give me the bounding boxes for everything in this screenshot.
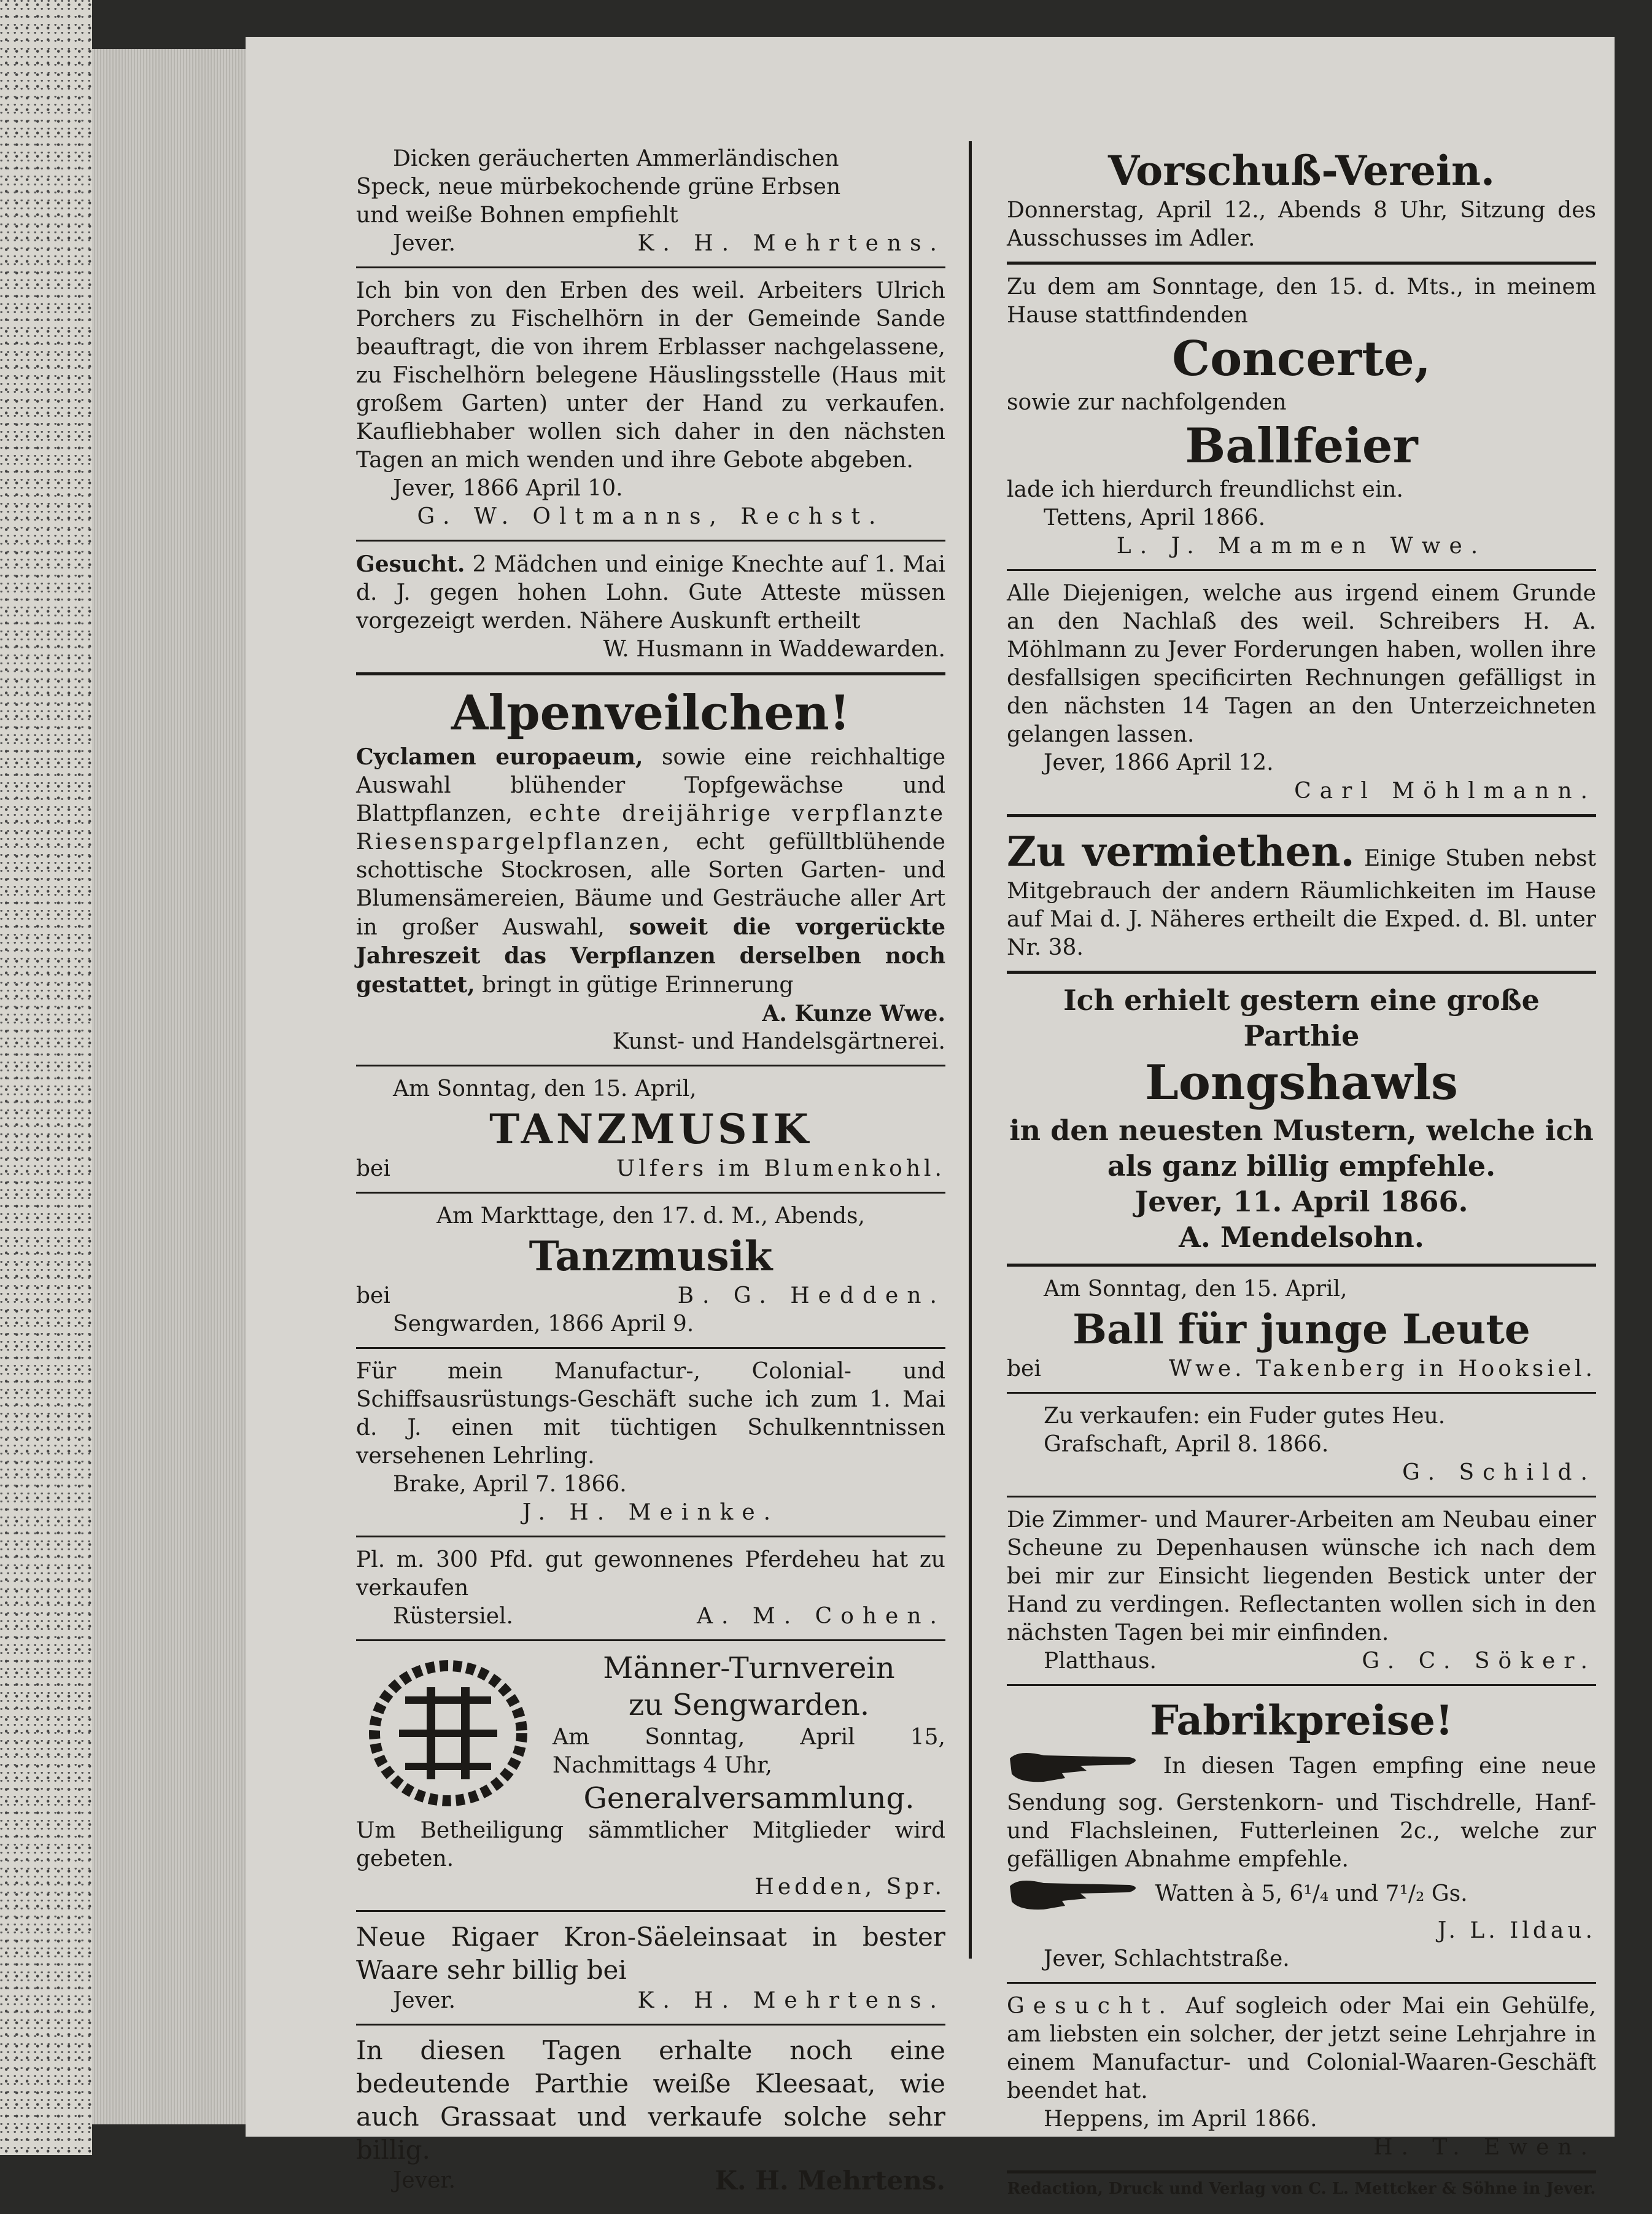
- ad-date: Brake, April 7. 1866.: [393, 1472, 627, 1497]
- ad-title: Concerte,: [1172, 331, 1431, 387]
- ad-nachlass: [1007, 576, 1596, 809]
- divider: [356, 1347, 945, 1349]
- ad-text: Zu dem am Sonntage, den 15. d. Mts., in meinem Hause stattfindenden: [1007, 274, 1596, 328]
- ad-kleesaat: [356, 2030, 945, 2199]
- ad-text: Neue Rigaer Kron-Säeleinsaat in bester Waare sehr billig bei: [356, 1922, 945, 1985]
- divider: [1007, 814, 1596, 817]
- ad-date: Tettens, April 1866.: [1044, 505, 1266, 530]
- ad-title: Fabrikpreise!: [1150, 1696, 1453, 1744]
- ad-text: Watten à 5, 6¹/₄ und 7¹/₂ Gs.: [1155, 1881, 1468, 1906]
- column-divider: [969, 141, 972, 1959]
- ad-heu: [1007, 1399, 1596, 1491]
- ad-pferdeheu: [356, 1542, 945, 1634]
- ad-text: 2 Mädchen und einige Knechte auf 1. Mai d. J. gegen hohen Lohn. Gute Atteste müssen vorgezeigt werden. Nähere Auskunft ertheilt: [356, 552, 945, 634]
- ad-line: Am Sonntag, den 15. April,: [1044, 1276, 1348, 1302]
- ad-place: Jever.: [393, 231, 456, 256]
- ad-text: Donnerstag, April 12., Abends 8 Uhr, Sitzung des Ausschusses im Adler.: [1007, 198, 1596, 251]
- ad-text: In diesen Tagen erhalte noch eine bedeutende Parthie weiße Kleesaat, wie auch Grassaat und verkaufe solche sehr billig.: [356, 2035, 945, 2165]
- ad-text: bei: [356, 1283, 390, 1308]
- divider: [1007, 1982, 1596, 1984]
- ad-gehuelfe: [1007, 1989, 1596, 2165]
- ad-heading: Gesucht.: [356, 551, 465, 577]
- ad-signature: J. L. Ildau.: [1437, 1918, 1596, 1943]
- ad-text: sowie zur nachfolgenden: [1007, 390, 1287, 415]
- ad-longshawls: [1007, 979, 1596, 1259]
- ad-text: Alle Diejenigen, welche aus irgend einem Grunde an den Nachlaß des weil. Schreibers H. A. Möhlmann zu Jever Forderungen haben, wollen ihre desfallsigen specificirten Rechnungen gefälligst in den nächsten 14 Tagen an den Unterzeichneten gelangen lassen.: [1007, 581, 1596, 747]
- ad-signature: K. H. Mehrtens.: [637, 231, 945, 256]
- ad-saeleinsaat: [356, 1917, 945, 2019]
- ad-line: Dicken geräucherten Ammerländischen: [393, 146, 839, 171]
- ad-text: Auf sogleich oder Mai ein Gehülfe, am liebsten ein solcher, der jetzt seine Lehrjahre in einem Manufactur- und Colonial-Waaren-Geschäft beendet hat.: [1007, 1994, 1596, 2103]
- ad-text: Ich erhielt gestern eine große Parthie: [1063, 984, 1540, 1052]
- page-edges: [92, 49, 246, 2124]
- ad-place: Rüstersiel.: [393, 1604, 513, 1629]
- ad-line: Speck, neue mürbekochende grüne Erbsen: [356, 174, 841, 200]
- ad-signature: J. H. Meinke.: [522, 1500, 780, 1525]
- pointing-hand-icon: [1007, 1746, 1148, 1789]
- divider: [356, 1536, 945, 1537]
- ad-title: Männer-Turnverein: [603, 1651, 895, 1685]
- ad-title: Vorschuß-Verein.: [1108, 147, 1495, 195]
- ad-date: Grafschaft, April 8. 1866.: [1044, 1432, 1329, 1457]
- ad-title: Longshawls: [1145, 1055, 1458, 1111]
- ad-text: In diesen Tagen empfing eine neue Sendung sog. Gerstenkorn- und Tischdrelle, Hanf- und Flachsleinen, Futterleinen 2c., welche zur gefälligen Abnahme empfehle.: [1007, 1754, 1596, 1872]
- divider: [1007, 262, 1596, 265]
- ad-text: Am Sonntag, April 15, Nachmittags 4 Uhr,: [553, 1725, 945, 1778]
- ad-signature: A. Kunze Wwe.: [762, 1001, 945, 1027]
- right-column: [1007, 141, 1596, 2214]
- ad-signature: Ulfers im Blumenkohl.: [616, 1156, 945, 1181]
- ad-signature: A. M. Cohen.: [697, 1604, 945, 1629]
- ad-signature: L. J. Mammen Wwe.: [1116, 534, 1487, 559]
- ad-text: bei: [356, 1156, 390, 1181]
- ad-tanzmusik-ulfers: [356, 1071, 945, 1187]
- divider: [1007, 1496, 1596, 1497]
- divider: [356, 1639, 945, 1641]
- ad-title: Generalversammlung.: [583, 1781, 915, 1816]
- divider: [1007, 2170, 1596, 2173]
- turnverein-wreath-icon: [356, 1653, 540, 1813]
- divider: [1007, 1684, 1596, 1686]
- ad-title: TANZMUSIK: [489, 1105, 812, 1153]
- ad-line: Am Markttage, den 17. d. M., Abends,: [436, 1203, 865, 1229]
- ad-date: Jever, 1866 April 10.: [393, 476, 623, 501]
- divider: [356, 1065, 945, 1066]
- ad-subtitle: Kunst- und Handelsgärtnerei.: [612, 1029, 945, 1054]
- ad-concerte: [1007, 270, 1596, 564]
- ad-signature: K. H. Mehrtens.: [715, 2165, 945, 2196]
- divider: [1007, 1392, 1596, 1394]
- divider: [1007, 971, 1596, 974]
- ad-line: und weiße Bohnen empfiehlt: [356, 203, 678, 228]
- ad-text: als ganz billig empfehle.: [1107, 1149, 1496, 1183]
- divider: [356, 2024, 945, 2026]
- ad-alpenveilchen: [356, 680, 945, 1060]
- ad-date: Sengwarden, 1866 April 9.: [393, 1311, 694, 1337]
- divider: [1007, 569, 1596, 571]
- divider: [356, 540, 945, 542]
- ad-text: Für mein Manufactur-, Colonial- und Schiffsausrüstungs-Geschäft suche ich zum 1. Mai d. J. einen mit tüchtigen Schulkenntnissen versehenen Lehrling.: [356, 1359, 945, 1469]
- divider: [356, 1192, 945, 1194]
- ad-lehrling: [356, 1354, 945, 1531]
- ad-text: echte dreijährige verpflanzte Riesenspargelpflanzen,: [356, 801, 945, 855]
- ad-title: zu Sengwarden.: [628, 1688, 870, 1722]
- ad-title: Alpenveilchen!: [451, 685, 850, 741]
- ad-text: Ich bin von den Erben des weil. Arbeiters Ulrich Porchers zu Fischelhörn in der Gemeinde Sande beauftragt, die von ihrem Erblasser nachgelassene, zu Fischelhörn belegene Häuslingsstelle (Haus mit großem Garten) unter der Hand zu verkaufen. Kaufliebhaber wollen sich daher in den nächsten Tagen an mich wenden und ihre Gebote abgeben.: [356, 278, 945, 473]
- ad-text: Die Zimmer- und Maurer-Arbeiten am Neubau einer Scheune zu Depenhausen wünsche ich nach dem bei mir zur Einsicht liegenden Bestick unter der Hand zu verdingen. Reflectanten wollen sich in den nächsten Tagen bei mir einfinden.: [1007, 1507, 1596, 1645]
- ad-text: in den neuesten Mustern, welche ich: [1009, 1114, 1594, 1147]
- ad-vermiethen: [1007, 822, 1596, 966]
- ad-place: Platthaus.: [1044, 1649, 1157, 1674]
- ad-fabrikpreise: [1007, 1691, 1596, 1977]
- ad-speck: [356, 141, 945, 262]
- ad-date: Jever, 1866 April 12.: [1044, 750, 1274, 775]
- ad-signature: Wwe. Takenberg in Hooksiel.: [1169, 1356, 1596, 1381]
- ad-text: soweit die vorgerückte Jahreszeit das Verpflanzen derselben noch gestattet,: [356, 914, 946, 998]
- ad-text: Einige Stuben nebst Mitgebrauch der andern Räumlichkeiten im Hause auf Mai d. J. Näheres ertheilt die Exped. d. Bl. unter Nr. 38.: [1007, 846, 1596, 960]
- ad-line: Am Sonntag, den 15. April,: [393, 1076, 697, 1101]
- ad-title: Ball für junge Leute: [1072, 1305, 1530, 1353]
- book-binding: [0, 0, 92, 2155]
- ad-text: sowie eine reichhaltige Auswahl blühender Topfgewächse und Blattpflanzen,: [356, 745, 945, 826]
- ad-text: echt gefülltblühende schottische Stockrosen, alle Sorten Garten- und Blumensämereien, Bäume und Gesträuche aller Art in großer Auswahl,: [356, 829, 945, 940]
- ad-signature: G. Schild.: [1402, 1460, 1596, 1485]
- ad-erben: [356, 273, 945, 535]
- ad-gesucht: [356, 546, 945, 667]
- ad-signature: W. Husmann in Waddewarden.: [603, 637, 945, 662]
- ad-signature: Hedden, Spr.: [754, 1874, 945, 1900]
- ad-title: Ballfeier: [1185, 418, 1418, 474]
- ad-text: Zu verkaufen: ein Fuder gutes Heu.: [1044, 1404, 1446, 1429]
- ad-place: Jever.: [393, 2168, 456, 2193]
- ad-signature: Carl Möhlmann.: [1294, 779, 1596, 804]
- ad-text: lade ich hierdurch freundlichst ein.: [1007, 477, 1403, 502]
- ad-title: Zu vermiethen.: [1007, 828, 1355, 876]
- divider: [356, 672, 945, 675]
- ad-place: Jever.: [393, 1988, 456, 2013]
- ad-text: Um Betheiligung sämmtlicher Mitglieder wird gebeten.: [356, 1818, 945, 1871]
- ad-title: Tanzmusik: [529, 1232, 773, 1280]
- pointing-hand-icon: [1007, 1874, 1148, 1917]
- ad-text: Pl. m. 300 Pfd. gut gewonnenes Pferdeheu hat zu verkaufen: [356, 1547, 945, 1601]
- ad-text: bringt in gütige Erinnerung: [482, 973, 794, 998]
- ad-signature: G. C. Söker.: [1362, 1649, 1596, 1674]
- ad-heading: Gesucht.: [1007, 1994, 1174, 2019]
- left-column: [356, 141, 945, 2199]
- ad-date: Jever, 11. April 1866.: [1134, 1185, 1468, 1218]
- ad-tanzmusik-hedden: [356, 1198, 945, 1342]
- ad-signature: G. W. Oltmanns, Rechst.: [417, 504, 885, 529]
- ad-signature: A. Mendelsohn.: [1179, 1221, 1424, 1254]
- ad-vorschuss-verein: [1007, 141, 1596, 257]
- ad-signature: K. H. Mehrtens.: [637, 1988, 945, 2013]
- ad-signature: B. G. Hedden.: [677, 1283, 945, 1308]
- ad-text: bei: [1007, 1356, 1041, 1381]
- imprint: Redaction, Druck und Verlag von C. L. Mettcker & Söhne in Jever.: [1007, 2180, 1596, 2198]
- divider: [356, 1910, 945, 1912]
- ad-turnverein: [356, 1646, 945, 1905]
- ad-text: Cyclamen europaeum,: [356, 744, 643, 770]
- ad-date: Heppens, im April 1866.: [1044, 2107, 1317, 2132]
- divider: [356, 266, 945, 268]
- ad-ball-junge-leute: [1007, 1272, 1596, 1387]
- ad-scheune: [1007, 1502, 1596, 1679]
- divider: [1007, 1264, 1596, 1267]
- ad-place: Jever, Schlachtstraße.: [1044, 1946, 1290, 1971]
- ad-signature: H. T. Ewen.: [1373, 2135, 1596, 2160]
